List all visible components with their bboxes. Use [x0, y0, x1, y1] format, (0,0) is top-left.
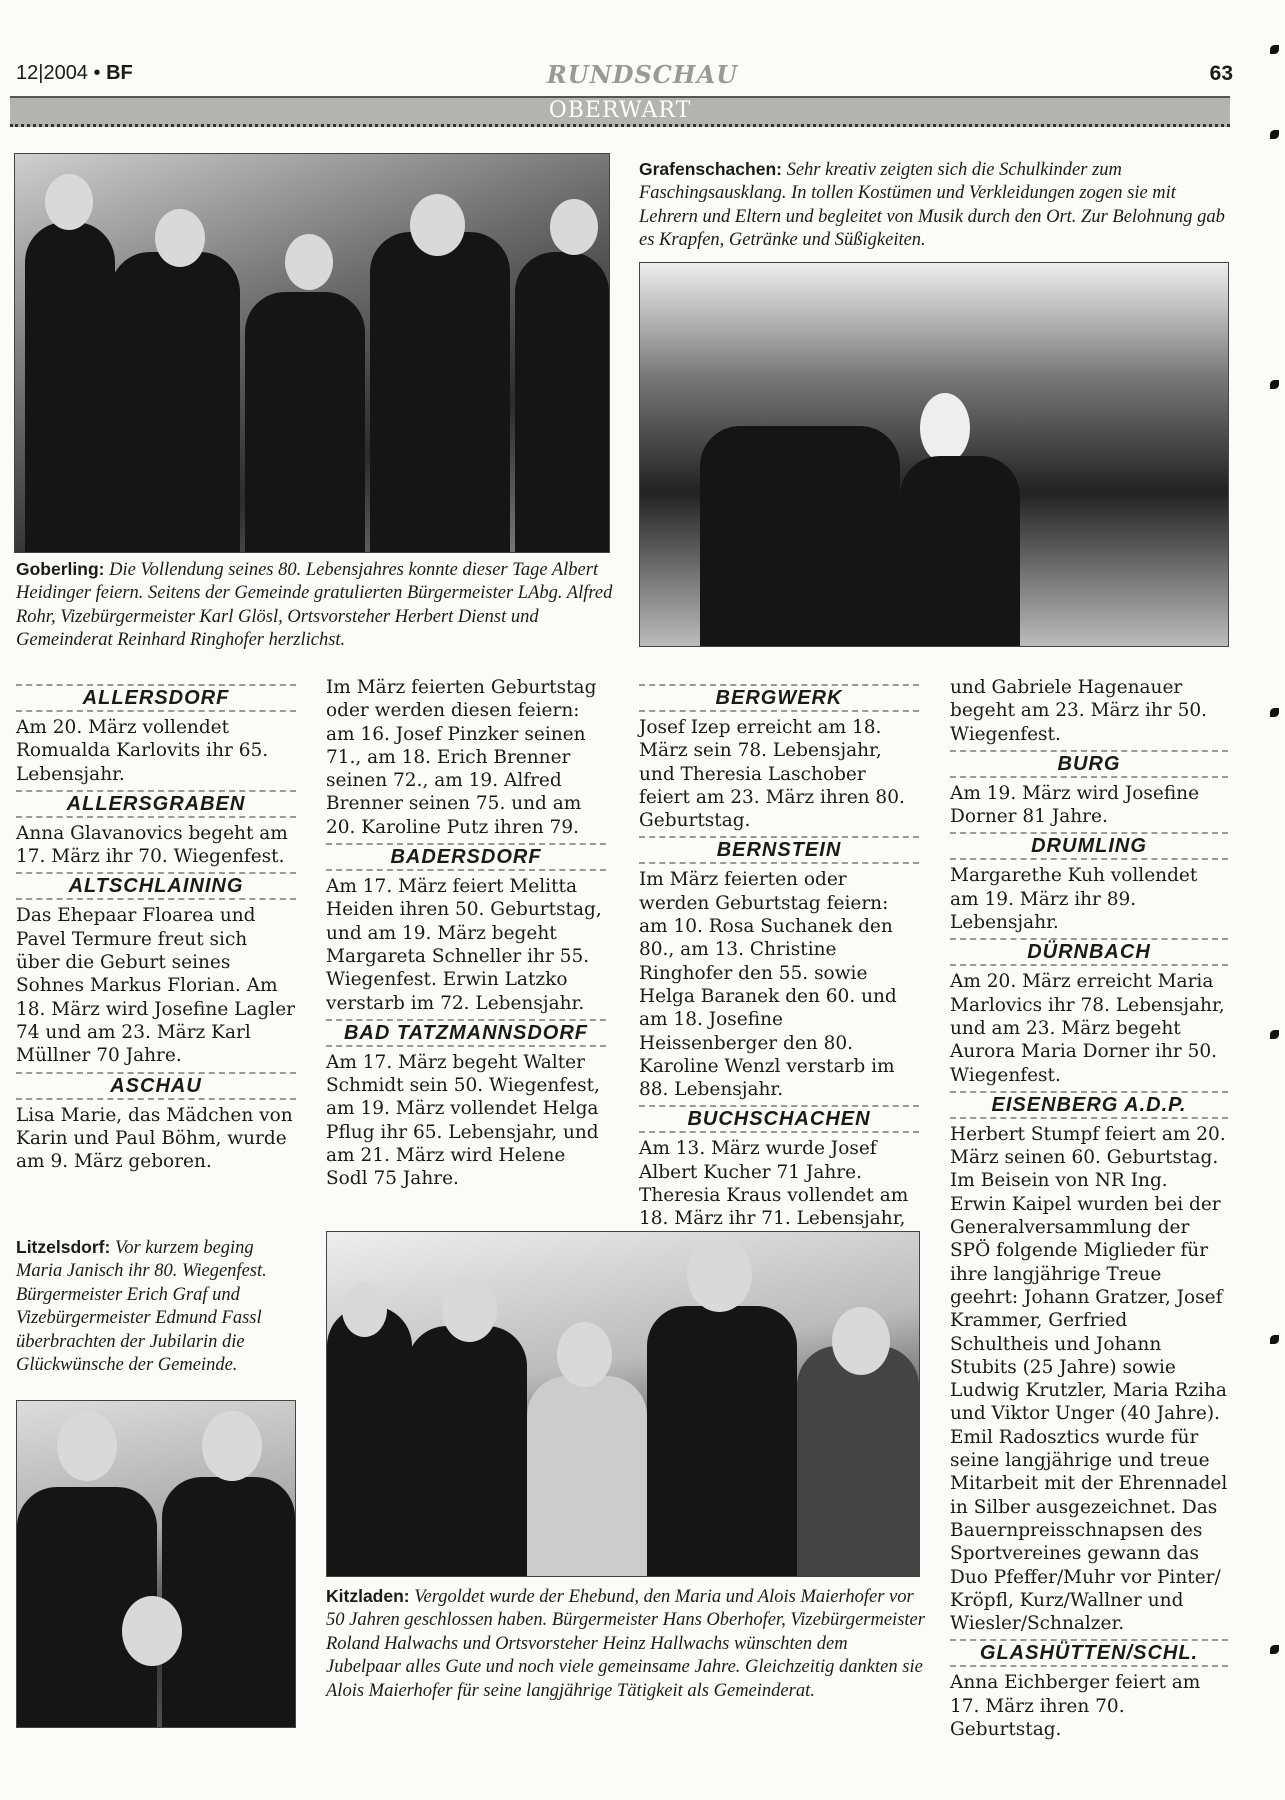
- margin-mark-icon: [1270, 1335, 1279, 1344]
- section-heading: BUCHSCHACHEN: [639, 1105, 919, 1133]
- section-heading: EISENBERG A.D.P.: [950, 1091, 1228, 1119]
- caption-place: Kitzladen:: [326, 1586, 410, 1606]
- caption-place: Litzelsdorf:: [16, 1237, 111, 1257]
- notice-text: Anna Glavanovics begeht am 17. März ihr 70. Wiegenfest.: [16, 822, 288, 868]
- notice-text: Im März feierten oder werden Geburtstag feiern: am 10. Rosa Suchanek den 80., am 13. Christine Ringhofer den 55. sowie Helga Baranek den 60. und am 18. Josefine Heissenberger den 80. Karoline Wenzl verstarb im 88. Lebensjahr.: [639, 869, 897, 1101]
- margin-mark-icon: [1270, 1030, 1279, 1039]
- margin-mark-icon: [1270, 45, 1279, 54]
- notice-text: Lisa Marie, das Mädchen von Karin und Paul Böhm, wurde am 9. März geboren.: [16, 1104, 293, 1173]
- margin-mark-icon: [1270, 708, 1279, 717]
- margin-mark-icon: [1270, 1645, 1279, 1654]
- caption-text: Sehr kreativ zeigten sich die Schulkinder zum Faschingsausklang. In tollen Kostümen und Verkleidungen zogen sie mit Lehrern und Eltern und begleitet von Musik durch den Ort. Zur Belohnung gab es Krapfen, Getränke und Süßigkeiten.: [639, 160, 1225, 251]
- section-title: RUNDSCHAU: [546, 60, 739, 89]
- section-heading: GLASHÜTTEN/SCHL.: [950, 1639, 1228, 1667]
- caption-goberling: [16, 558, 616, 653]
- column-4: [950, 676, 1228, 1741]
- margin-mark-icon: [1270, 380, 1279, 389]
- caption-text: Vergoldet wurde der Ehebund, den Maria und Alois Maierhofer vor 50 Jahren geschlossen haben. Bürgermeister Hans Oberhofer, Vizebürgermeister Roland Halwachs und Ortsvorsteher Heinz Hallwachs wünschten dem Jubelpaar alles Gute und noch viele gemeinsame Jahre. Gleichzeitig dankten sie Alois Maierhofer für seine langjährige Tätigkeit als Gemeinderat.: [326, 1587, 925, 1701]
- notice-text: Das Ehepaar Floarea und Pavel Termure freut sich über die Geburt seines Sohnes Markus Florian. Am 18. März wird Josefine Lagler 74 und am 23. März Karl Müllner 70 Jahre.: [16, 905, 296, 1067]
- caption-grafenschachen: [639, 158, 1229, 253]
- caption-kitzladen: [326, 1585, 926, 1703]
- column-1: [16, 680, 296, 1173]
- notice-text: Am 13. März wurde Josef Albert Kucher 71 Jahre. Theresia Kraus vollendet am 18. März ihr 71. Lebensjahr,: [639, 1138, 909, 1230]
- notice-text: und Gabriele Hagenauer begeht am 23. März ihr 50. Wiegenfest.: [950, 677, 1207, 745]
- notice-text: Am 17. März begeht Walter Schmidt sein 50. Wiegenfest, am 19. März vollendet Helga Pflug ihr 65. Lebensjahr, und am 21. März wird Helene Sodl 75 Jahre.: [326, 1051, 600, 1190]
- photo-litzelsdorf: [16, 1400, 296, 1728]
- caption-place: Goberling:: [16, 559, 105, 579]
- section-heading: BADERSDORF: [326, 843, 606, 871]
- column-3: [639, 680, 919, 1231]
- notice-text: Anna Eichberger feiert am 17. März ihren 70. Geburtstag.: [950, 1672, 1201, 1740]
- notice-text: Am 20. März erreicht Maria Marlovics ihr 78. Lebensjahr, und am 23. März begeht Aurora Maria Dorner ihr 50. Wiegenfest.: [950, 971, 1225, 1086]
- section-heading: BAD TATZMANNSDORF: [326, 1019, 606, 1047]
- section-heading: BERGWERK: [639, 684, 919, 712]
- notice-text: Josef Izep erreicht am 18. März sein 78. Lebensjahr, und Theresia Laschober feiert am 23. März ihren 80. Geburtstag.: [639, 717, 905, 832]
- notice-text: Am 19. März wird Josefine Dorner 81 Jahre.: [950, 782, 1200, 828]
- caption-text: Die Vollendung seines 80. Lebensjahres konnte dieser Tage Albert Heidinger feiern. Seitens der Gemeinde gratulierten Bürgermeister LAbg. Alfred Rohr, Vizebürgermeister Karl Glösl, Ortsvorsteher Herbert Dienst und Gemeinderat Reinhard Ringhofer herzlichst.: [16, 560, 613, 651]
- notice-text: Margarethe Kuh vollendet am 19. März ihr 89. Lebensjahr.: [950, 865, 1198, 934]
- notice-text: Am 20. März vollendet Romualda Karlovits ihr 65. Lebensjahr.: [16, 717, 269, 785]
- section-heading: DRUMLING: [950, 832, 1228, 860]
- section-heading: ALTSCHLAINING: [16, 872, 296, 900]
- section-heading: DÜRNBACH: [950, 938, 1228, 966]
- notice-text: Am 17. März feiert Melitta Heiden ihren 50. Geburtstag, und am 19. März begeht Margareta Schneller ihr 55. Wiegenfest. Erwin Latzko verstarb im 72. Lebensjahr.: [326, 876, 602, 1014]
- region-banner: OBERWART: [10, 96, 1230, 127]
- brand: BF: [106, 62, 133, 84]
- photo-kitzladen: [326, 1231, 920, 1577]
- page-number: 63: [1209, 62, 1233, 85]
- section-heading: ALLERSDORF: [16, 684, 296, 712]
- margin-mark-icon: [1270, 130, 1279, 139]
- issue-date: 12|2004 •: [16, 62, 101, 84]
- photo-goberling: [14, 153, 610, 553]
- section-heading: BERNSTEIN: [639, 836, 919, 864]
- column-2: [326, 676, 606, 1191]
- section-heading: BURG: [950, 750, 1228, 778]
- section-heading: ASCHAU: [16, 1072, 296, 1100]
- caption-text: Vor kurzem beging Maria Janisch ihr 80. Wiegenfest. Bürgermeister Erich Graf und Vizebürgermeister Edmund Fassl überbrachten der Jubilarin die Glückwünsche der Gemeinde.: [16, 1238, 267, 1376]
- notice-text: Herbert Stumpf feiert am 20. März seinen 60. Geburtstag. Im Beisein von NR Ing. Erwin Kaipel wurden bei der Generalversammlung der SPÖ folgende Miglieder für ihre langjährige Treue geehrt: Johann Gratzer, Josef Krammer, Gerfried Schultheis und Johann Stubits (25 Jahre) sowie Ludwig Krutzler, Maria Rziha und Viktor Unger (40 Jahre). Emil Radosztics wurde für seine langjährige und treue Mitarbeit mit der Ehrennadel in Silber ausgezeichnet. Das Bauernpreisschnapsen des Sportvereines gewann das Duo Pfeffer/Muhr vor Pinter/ Kröpfl, Kurz/Wallner und Wiesler/Schnalzer.: [950, 1123, 1228, 1635]
- notice-text: Im März feierten Geburtstag oder werden diesen feiern: am 16. Josef Pinzker seinen 71., am 18. Erich Brenner seinen 72., am 19. Alfred Brenner seinen 75. und am 20. Karoline Putz ihren 79.: [326, 677, 597, 838]
- caption-litzelsdorf: [16, 1236, 301, 1377]
- photo-grafenschachen: [639, 262, 1229, 647]
- section-heading: ALLERSGRABEN: [16, 790, 296, 818]
- caption-place: Grafenschachen:: [639, 159, 782, 179]
